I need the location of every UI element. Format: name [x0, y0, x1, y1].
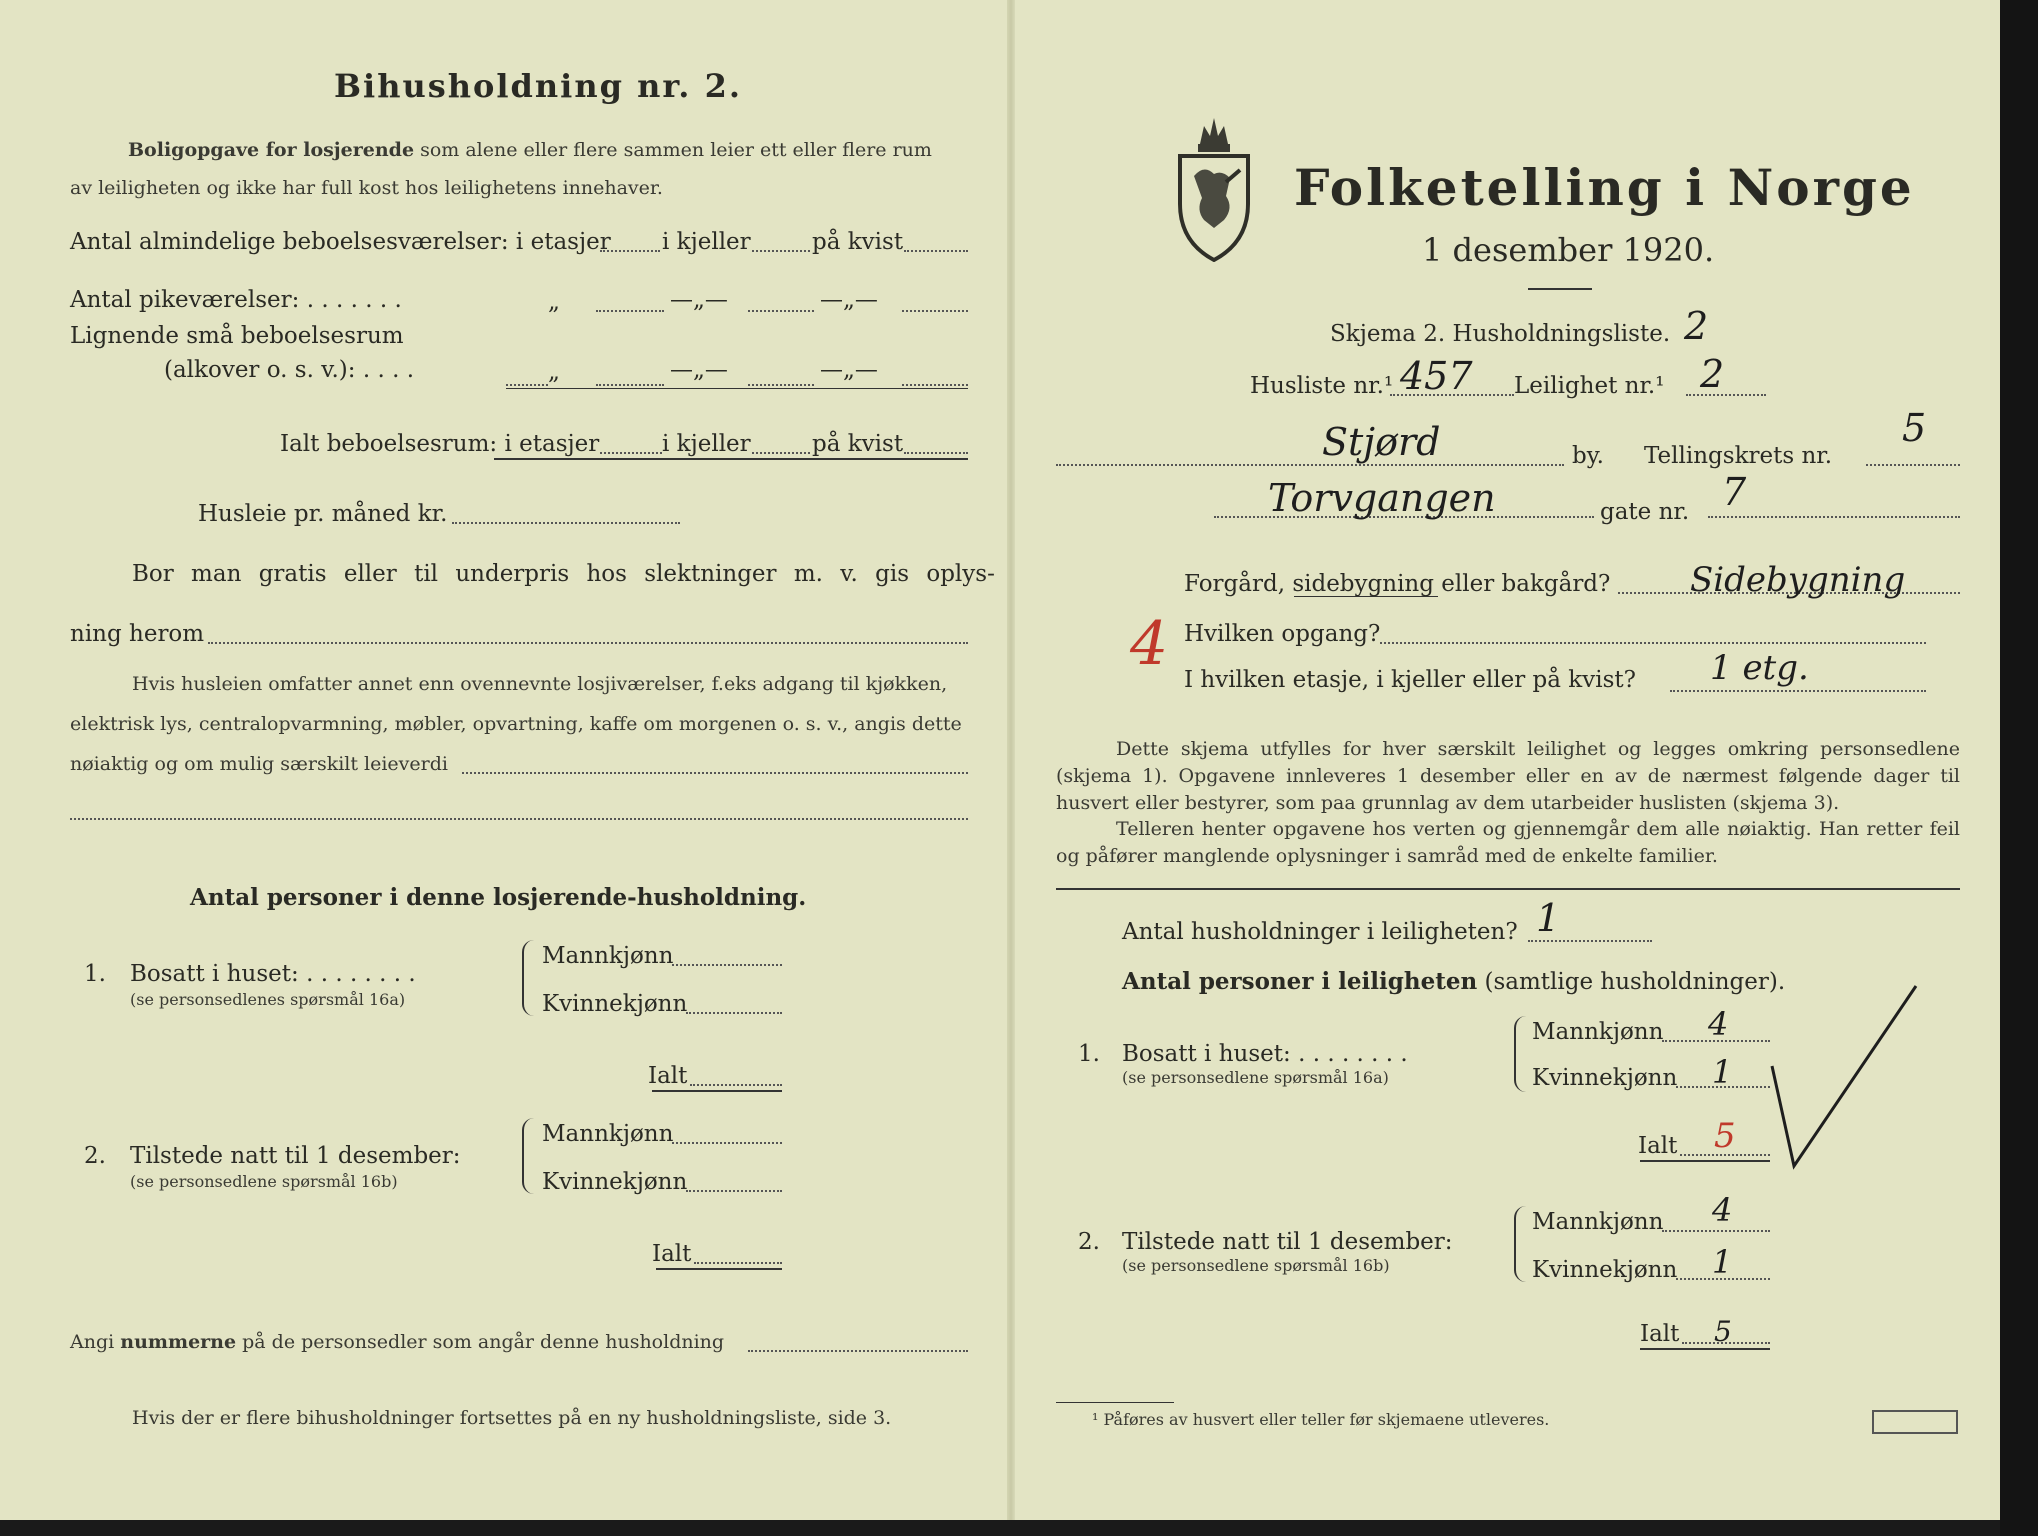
left-q1-sub: (se personsedlenes spørsmål 16a): [130, 990, 406, 1009]
angi-rest: på de personsedler som angår denne husholdning: [242, 1331, 725, 1353]
opgang-field[interactable]: [1380, 642, 1926, 644]
hvis-line2: elektrisk lys, centralopvarmning, møbler, opvartning, kaffe om morgenen o. s. v., angis dette: [70, 713, 962, 735]
left-q2-kvinne-label: Kvinnekjønn: [542, 1169, 688, 1195]
bor-line2: ning herom: [70, 621, 205, 647]
left-q2-mann-field[interactable]: [672, 1142, 782, 1144]
right-q1-ialt-value: 5: [1714, 1116, 1736, 1156]
hvis-line1: Hvis husleien omfatter annet enn ovennevnte losjiværelser, f.eks adgang til kjøkken,: [132, 673, 948, 695]
right-q1-rule: [1640, 1160, 1770, 1162]
left-q2-num: 2.: [84, 1143, 106, 1169]
pike-ditto-1: „: [548, 289, 560, 315]
right-q2-mann-value: 4: [1712, 1191, 1733, 1229]
gate-field[interactable]: [1708, 516, 1960, 518]
instructions-rule: [1056, 888, 1960, 890]
printer-stamp: [1872, 1410, 1958, 1434]
right-q2-sub: (se personsedlene spørsmål 16b): [1122, 1256, 1390, 1275]
etasje-value: 1 etg.: [1710, 648, 1809, 688]
husleie-label: Husleie pr. måned kr.: [198, 501, 448, 527]
alkover-label: (alkover o. s. v.): . . . .: [164, 357, 415, 383]
page-fold: [1007, 0, 1015, 1520]
sidebygning-underline: [1294, 596, 1438, 597]
instruction-para2: Telleren henter opgavene hos verten og gjennemgår dem alle nøiaktig. Han retter feil og påfører manglende oplysninger i samråd med de enkelte familier.: [1056, 818, 1960, 867]
left-q1-num: 1.: [84, 961, 106, 987]
rooms-kjeller-label: i kjeller: [662, 229, 751, 255]
right-q1-mann-value: 4: [1708, 1005, 1729, 1043]
right-q1-num: 1.: [1078, 1041, 1100, 1067]
etasje-label: I hvilken etasje, i kjeller eller på kvist?: [1184, 667, 1636, 693]
alkover-ditto-1: „: [548, 359, 560, 385]
leilighet-label: Leilighet nr.¹: [1514, 373, 1665, 399]
alkover-kjeller-field[interactable]: [748, 384, 814, 386]
ialt-kvist-label: på kvist: [812, 431, 904, 457]
leilighet-field[interactable]: [1686, 394, 1766, 396]
rooms-kvist-label: på kvist: [812, 229, 904, 255]
krets-value: 5: [1902, 406, 1927, 450]
right-q1-mann-label: Mannkjønn: [1532, 1019, 1664, 1045]
hvis-line3: nøiaktig og om mulig særskilt leieverdi: [70, 753, 448, 775]
street-value: Torvgangen: [1268, 476, 1496, 520]
rooms-etasjer-field[interactable]: [600, 250, 660, 252]
pike-ditto-2: —„—: [670, 287, 728, 313]
right-q2-num: 2.: [1078, 1229, 1100, 1255]
left-q2-kvinne-field[interactable]: [686, 1190, 782, 1192]
alkover-etasjer-field[interactable]: [596, 384, 664, 386]
alkover-ditto-2: —„—: [670, 357, 728, 383]
left-q2-sub: (se personsedlene spørsmål 16b): [130, 1172, 398, 1191]
left-antal-heading: Antal personer i denne losjerende-husholdning.: [190, 884, 807, 911]
ialt-kvist-field[interactable]: [904, 452, 968, 454]
rooms-kjeller-field[interactable]: [752, 250, 810, 252]
intro-rest: som alene eller flere sammen leier ett eller flere rum: [420, 139, 932, 161]
right-antal-bold: Antal personer i leiligheten: [1122, 968, 1478, 995]
right-q1-kvinne-value: 1: [1712, 1053, 1733, 1091]
alkover-kvist-field[interactable]: [902, 384, 968, 386]
gate-value: 7: [1722, 470, 1747, 514]
right-q2-mann-field[interactable]: [1662, 1230, 1770, 1232]
left-q2-label: Tilstede natt til 1 desember:: [130, 1143, 461, 1169]
right-q1-brace: [1514, 1016, 1526, 1092]
ialt-rooms-label: Ialt beboelsesrum: i etasjer: [280, 431, 600, 457]
city-field[interactable]: [1056, 464, 1564, 466]
right-q2-ialt-value: 5: [1714, 1315, 1732, 1348]
left-q2-rule: [656, 1268, 782, 1270]
bor-field[interactable]: [208, 642, 968, 644]
right-q2-kvinne-label: Kvinnekjønn: [1532, 1257, 1678, 1283]
census-date: 1 desember 1920.: [1422, 231, 1715, 269]
intro-line2: av leiligheten og ikke har full kost hos leilighetens innehaver.: [70, 177, 663, 199]
hush-value: 1: [1536, 896, 1561, 940]
husliste-value: 457: [1400, 354, 1473, 398]
left-q1-label: Bosatt i huset: . . . . . . . .: [130, 961, 416, 987]
city-value: Stjørd: [1322, 420, 1441, 464]
left-q2-mann-label: Mannkjønn: [542, 1121, 674, 1147]
bor-line1: Bor man gratis eller til underpris hos slektninger m. v. gis oplys-: [132, 561, 995, 587]
right-q1-label: Bosatt i huset: . . . . . . . .: [1122, 1041, 1408, 1067]
skjema-value: 2: [1684, 304, 1709, 348]
scan-edge: [2000, 0, 2038, 1536]
margin-mark: 4: [1130, 609, 1169, 679]
left-q2-ialt-label: Ialt: [652, 1241, 692, 1267]
right-q2-ialt-label: Ialt: [1640, 1321, 1680, 1347]
date-rule: [1528, 288, 1592, 290]
right-q1-kvinne-label: Kvinnekjønn: [1532, 1065, 1678, 1091]
hush-field[interactable]: [1528, 940, 1652, 942]
instruction-para1: Dette skjema utfylles for hver særskilt leilighet og legges omkring personsedlene (skjema 1). Opgavene innleveres 1 desember eller en av de nærmest følgende dager til husvert eller bestyrer, som paa grunnlag av dem utarbeider huslisten (skjema 3).: [1056, 738, 1960, 814]
pike-kjeller-field[interactable]: [748, 310, 814, 312]
hush-label: Antal husholdninger i leiligheten?: [1122, 919, 1518, 945]
left-footer: Hvis der er flere bihusholdninger fortsettes på en ny husholdningsliste, side 3.: [132, 1407, 892, 1429]
left-q1-kvinne-label: Kvinnekjønn: [542, 991, 688, 1017]
pike-etasjer-field[interactable]: [596, 310, 664, 312]
angi-pre: Angi: [70, 1331, 115, 1353]
left-q1-kvinne-field[interactable]: [686, 1012, 782, 1014]
footnote-rule: [1056, 1402, 1174, 1403]
skjema-label: Skjema 2. Husholdningsliste.: [1330, 321, 1671, 347]
norway-coat-of-arms-icon: [1170, 104, 1258, 262]
left-q1-mann-label: Mannkjønn: [542, 943, 674, 969]
right-page-title: Folketelling i Norge: [1294, 158, 1915, 217]
right-q2-brace: [1514, 1206, 1526, 1282]
pike-label: Antal pikeværelser: . . . . . . .: [70, 287, 402, 313]
intro-bold: Boligopgave for losjerende: [128, 139, 415, 161]
etasje-field[interactable]: [1670, 690, 1926, 692]
right-antal-rest: (samtlige husholdninger).: [1484, 969, 1786, 995]
forgaard-value: Sidebygning: [1690, 560, 1906, 600]
rooms-kvist-field[interactable]: [904, 250, 968, 252]
angi-bold: nummerne: [120, 1331, 237, 1353]
right-q1-ialt-label: Ialt: [1638, 1133, 1678, 1159]
angi-field[interactable]: [748, 1350, 968, 1352]
forgaard-label: Forgård, sidebygning eller bakgård?: [1184, 571, 1611, 597]
gate-label: gate nr.: [1600, 499, 1690, 525]
sum-rule: [506, 388, 968, 389]
rooms-label: Antal almindelige beboelsesværelser: i etasjer: [70, 229, 611, 255]
footnote: ¹ Påføres av husvert eller teller før skjemaene utleveres.: [1092, 1410, 1550, 1429]
left-q2-ialt-field[interactable]: [694, 1262, 782, 1264]
leilighet-value: 2: [1700, 352, 1725, 396]
krets-label: Tellingskrets nr.: [1644, 443, 1833, 469]
left-q1-rule: [652, 1090, 782, 1092]
left-q1-brace: [522, 940, 534, 1016]
right-q2-label: Tilstede natt til 1 desember:: [1122, 1229, 1453, 1255]
checkmark-icon: [1766, 980, 1936, 1170]
ialt-etasjer-field[interactable]: [600, 452, 662, 454]
lignende-label: Lignende små beboelsesrum: [70, 323, 404, 349]
right-q2-kvinne-value: 1: [1712, 1243, 1733, 1281]
alkover-pre-field[interactable]: [506, 384, 548, 386]
by-label: by.: [1572, 443, 1604, 469]
left-q1-mann-field[interactable]: [672, 964, 782, 966]
right-q2-mann-label: Mannkjønn: [1532, 1209, 1664, 1235]
alkover-ditto-3: —„—: [820, 357, 878, 383]
opgang-label: Hvilken opgang?: [1184, 621, 1381, 647]
krets-field[interactable]: [1866, 464, 1960, 466]
pike-kvist-field[interactable]: [902, 310, 968, 312]
ialt-kjeller-label: i kjeller: [662, 431, 751, 457]
hvis-field[interactable]: [462, 772, 968, 774]
left-q2-brace: [522, 1118, 534, 1194]
pike-ditto-3: —„—: [820, 287, 878, 313]
hvis-field-2[interactable]: [70, 818, 968, 820]
right-q2-rule: [1640, 1348, 1770, 1350]
ialt-rule: [494, 458, 968, 460]
left-q1-ialt-label: Ialt: [648, 1063, 688, 1089]
ialt-kjeller-field[interactable]: [752, 452, 810, 454]
left-page-title: Bihusholdning nr. 2.: [334, 67, 742, 105]
husliste-label: Husliste nr.¹: [1250, 373, 1394, 399]
right-q1-sub: (se personsedlene spørsmål 16a): [1122, 1068, 1389, 1087]
husleie-field[interactable]: [452, 522, 680, 524]
left-q1-ialt-field[interactable]: [690, 1084, 782, 1086]
